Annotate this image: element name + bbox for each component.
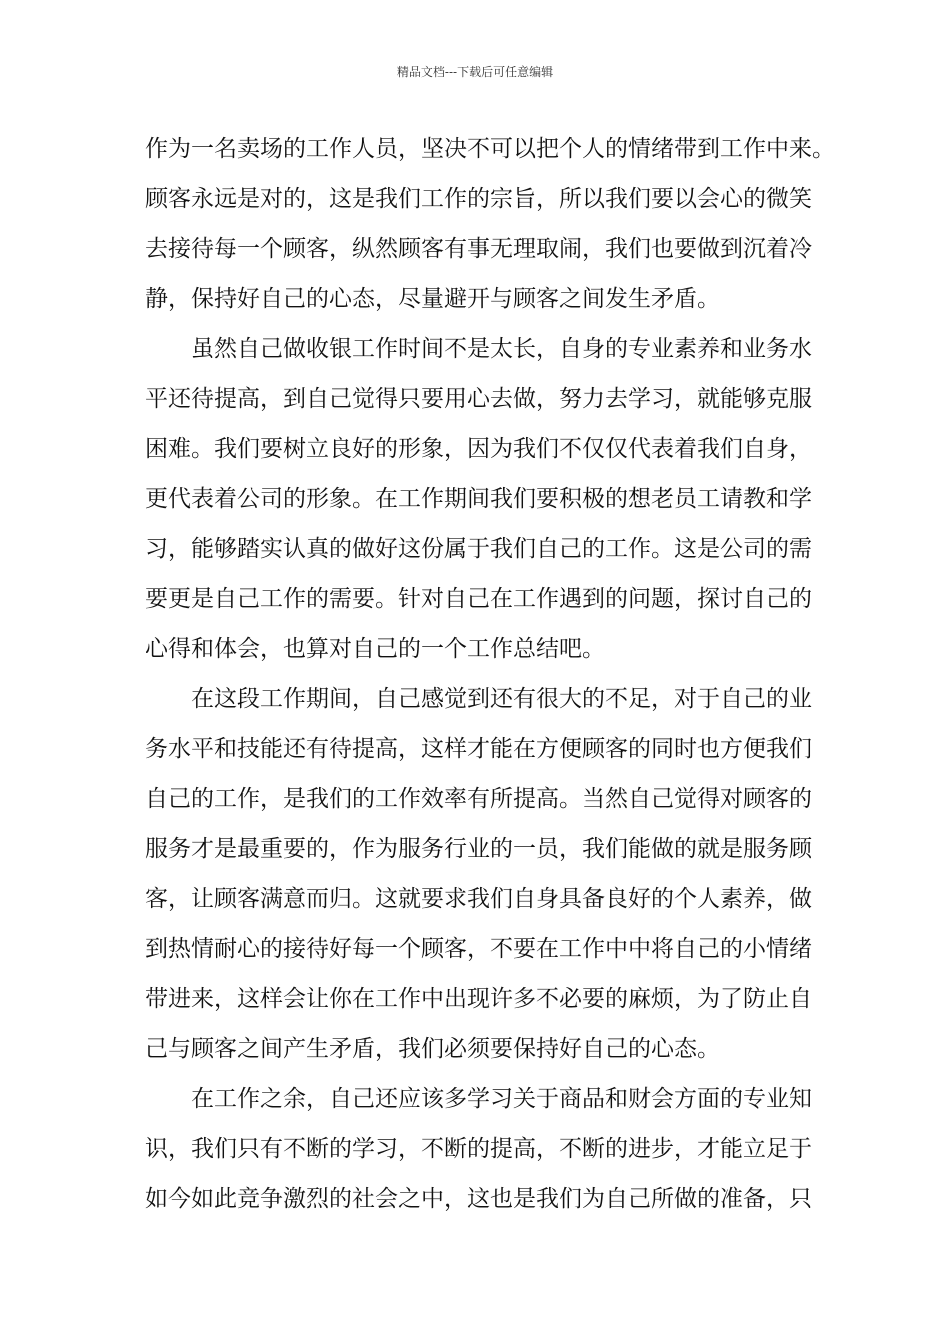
text-line: 客，让顾客满意而归。这就要求我们自身具备良好的个人素养，做: [145, 886, 812, 912]
text-line: 识，我们只有不断的学习，不断的提高，不断的进步，才能立足于: [145, 1136, 812, 1162]
paragraph-first-line: 在这段工作期间，自己感觉到还有很大的不足，对于自己的业: [191, 686, 812, 712]
text-line: 习，能够踏实认真的做好这份属于我们自己的工作。这是公司的需: [145, 536, 812, 562]
document-body: [145, 124, 835, 1224]
text-line: 务水平和技能还有待提高，这样才能在方便顾客的同时也方便我们: [145, 736, 812, 762]
text-line: 平还待提高，到自己觉得只要用心去做，努力去学习，就能够克服: [145, 386, 812, 412]
paragraph-first-line: 虽然自己做收银工作时间不是太长，自身的专业素养和业务水: [191, 336, 812, 362]
page-header: 精品文档---下载后可任意编辑: [396, 65, 554, 79]
text-line: 到热情耐心的接待好每一个顾客，不要在工作中中将自己的小情绪: [145, 936, 812, 962]
text-line: 要更是自己工作的需要。针对自己在工作遇到的问题，探讨自己的: [145, 586, 812, 612]
text-line: 困难。我们要树立良好的形象，因为我们不仅仅代表着我们自身，: [145, 436, 812, 462]
text-line: 自己的工作，是我们的工作效率有所提高。当然自己觉得对顾客的: [145, 786, 812, 812]
text-line: 心得和体会，也算对自己的一个工作总结吧。: [145, 636, 605, 662]
text-line: 带进来，这样会让你在工作中出现许多不必要的麻烦，为了防止自: [145, 986, 812, 1012]
text-line: 去接待每一个顾客，纵然顾客有事无理取闹，我们也要做到沉着冷: [145, 236, 812, 262]
paragraph-first-line: 在工作之余，自己还应该多学习关于商品和财会方面的专业知: [191, 1086, 812, 1112]
text-line: 更代表着公司的形象。在工作期间我们要积极的想老员工请教和学: [145, 486, 812, 512]
text-line: 己与顾客之间产生矛盾，我们必须要保持好自己的心态。: [145, 1036, 720, 1062]
text-line: 如今如此竞争激烈的社会之中，这也是我们为自己所做的准备，只: [145, 1186, 812, 1212]
text-line: 作为一名卖场的工作人员，坚决不可以把个人的情绪带到工作中来。: [145, 136, 835, 162]
text-line: 静，保持好自己的心态，尽量避开与顾客之间发生矛盾。: [145, 286, 720, 312]
text-line: 顾客永远是对的，这是我们工作的宗旨，所以我们要以会心的微笑: [145, 186, 812, 212]
text-line: 服务才是最重要的，作为服务行业的一员，我们能做的就是服务顾: [145, 836, 812, 862]
